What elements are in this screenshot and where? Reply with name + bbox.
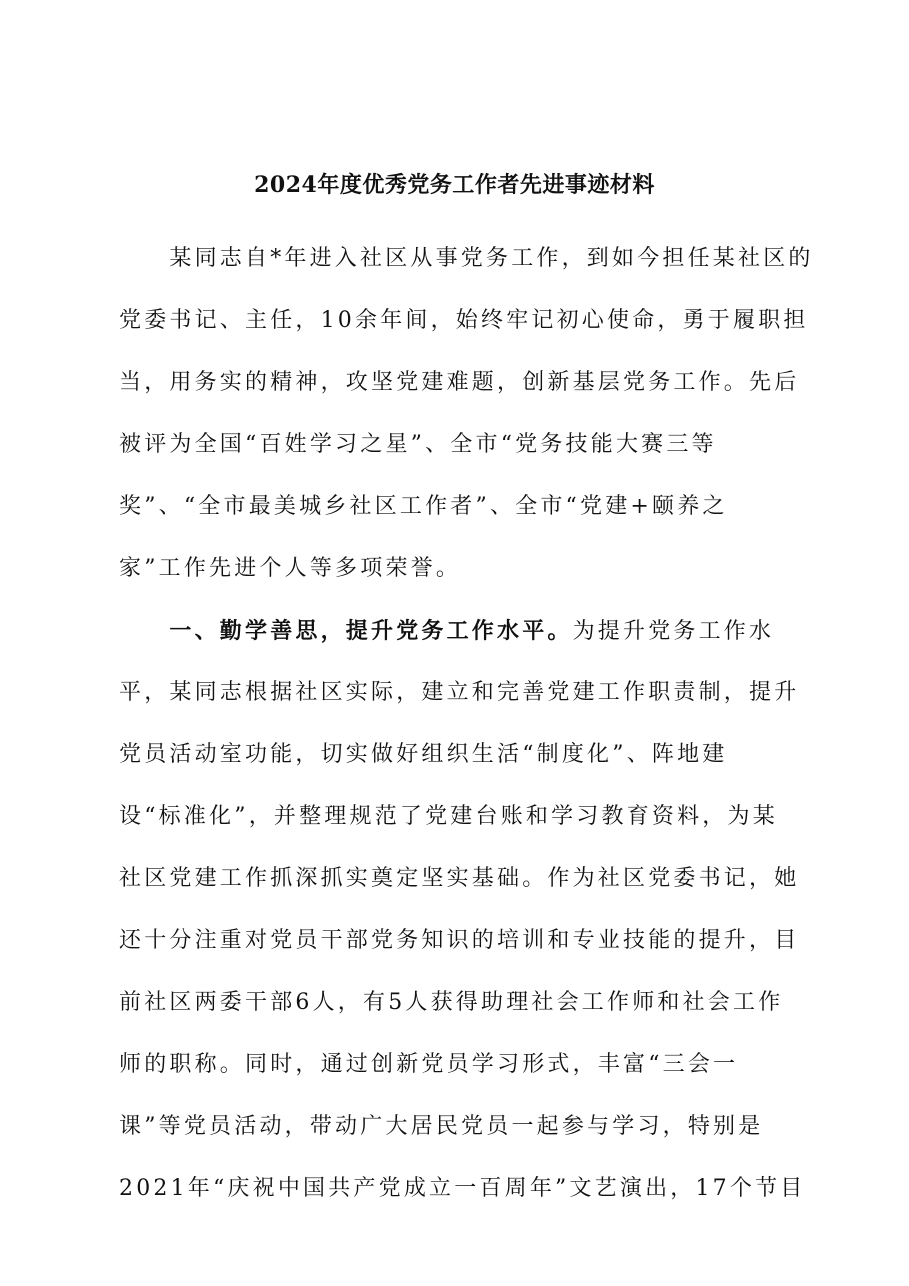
paragraph-line: 党员活动室功能，切实做好组织生活“制度化”、阵地建	[119, 742, 728, 767]
paragraph-line: 设“标准化”，并整理规范了党建台账和学习教育资料，为某	[119, 804, 778, 829]
section-heading: 一、勤学善思，提升党务工作水平。	[169, 618, 573, 644]
paragraph-line: 前社区两委干部6人，有5人获得助理社会工作师和社会工作	[119, 990, 784, 1015]
paragraph-line: 某同志自*年进入社区从事党务工作，到如今担任某社区的	[119, 246, 814, 271]
paragraph-line: 党委书记、主任，10余年间，始终牢记初心使命，勇于履职担	[119, 308, 809, 333]
document-title: 2024年度优秀党务工作者先进事迹材料	[254, 172, 655, 198]
paragraph-line: 社区党建工作抓深抓实奠定坚实基础。作为社区党委书记，她	[119, 866, 800, 891]
paragraph-line: 当，用务实的精神，攻坚党建难题，创新基层党务工作。先后	[119, 370, 800, 395]
section-heading-continuation: 为提升党务工作水	[572, 619, 775, 644]
paragraph-line: 奖”、“全市最美城乡社区工作者”、全市“党建+颐养之	[119, 494, 728, 519]
paragraph-line: 还十分注重对党员干部党务知识的培训和专业技能的提升，目	[119, 928, 800, 953]
paragraph-line: 师的职称。同时，通过创新党员学习形式，丰富“三会一	[119, 1052, 739, 1077]
section-heading-line	[119, 616, 774, 647]
paragraph-line: 2021年“庆祝中国共产党成立一百周年”文艺演出，17个节目	[119, 1176, 806, 1201]
paragraph-line: 家”工作先进个人等多项荣誉。	[119, 556, 462, 581]
paragraph-line: 平，某同志根据社区实际，建立和完善党建工作职责制，提升	[119, 680, 800, 705]
paragraph-line: 课”等党员活动，带动广大居民党员一起参与学习，特别是	[119, 1114, 764, 1139]
paragraph-line: 被评为全国“百姓学习之星”、全市“党务技能大赛三等	[119, 432, 717, 457]
